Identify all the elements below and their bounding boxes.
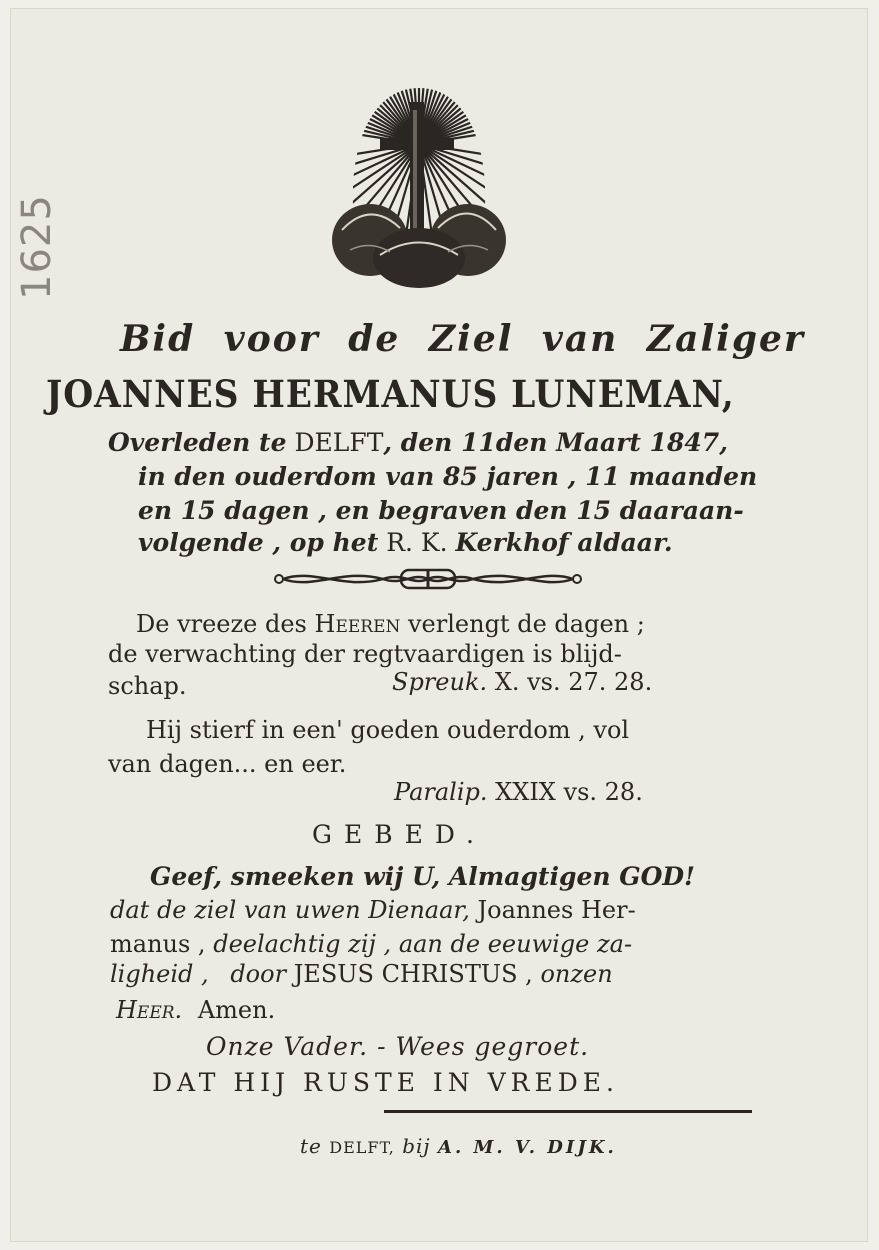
verse2-line-2: van dagen... en eer. — [108, 750, 347, 778]
prayer-line-2: dat de ziel van uwen Dienaar, Joannes Her- — [110, 896, 636, 924]
verse1-reference: Spreuk. X. vs. 27. 28. — [392, 668, 653, 696]
verse1-line-1: De vreeze des Heeren verlengt de dagen ; — [136, 610, 645, 638]
deceased-name: JOANNES HERMANUS LUNEMAN, — [46, 372, 735, 416]
prayer-title: GEBED. — [312, 820, 486, 849]
rest-in-peace: DAT HIJ RUSTE IN VREDE. — [152, 1068, 619, 1097]
verse2-reference: Paralip. XXIX vs. 28. — [394, 778, 643, 806]
archive-number: 1625 — [14, 194, 60, 300]
divider-rule — [384, 1110, 752, 1113]
prayer-line-5: Heer. Amen. — [116, 996, 276, 1024]
notice-line-4: volgende , op het R. K. Kerkhof aldaar. — [138, 528, 673, 557]
verse1-line-3: schap. — [108, 672, 187, 700]
ornamental-divider-icon — [273, 566, 583, 592]
printer-imprint: te DELFT, bij A. M. V. DIJK. — [300, 1134, 617, 1158]
cross-with-rays-and-clouds-icon — [330, 80, 508, 290]
heading: Bid voor de Ziel van Zaliger — [120, 318, 805, 360]
verse1-line-2: de verwachting der regtvaardigen is blijd- — [108, 640, 622, 668]
notice-line-1: Overleden te DELFT, den 11den Maart 1847, — [108, 428, 728, 457]
prayer-line-4: ligheid , door JESUS CHRISTUS , onzen — [110, 960, 613, 988]
notice-line-3: en 15 dagen , en begraven den 15 daaraan- — [138, 496, 744, 525]
prayer-line-3: manus , deelachtig zij , aan de eeuwige za- — [110, 930, 633, 958]
notice-line-2: in den ouderdom van 85 jaren , 11 maanden — [138, 462, 758, 491]
verse2-line-1: Hij stierf in een' goeden ouderdom , vol — [146, 716, 630, 744]
closing-prayers: Onze Vader. - Wees gegroet. — [206, 1032, 590, 1061]
prayer-line-1: Geef, smeeken wij U, Almagtigen GOD! — [150, 862, 696, 891]
